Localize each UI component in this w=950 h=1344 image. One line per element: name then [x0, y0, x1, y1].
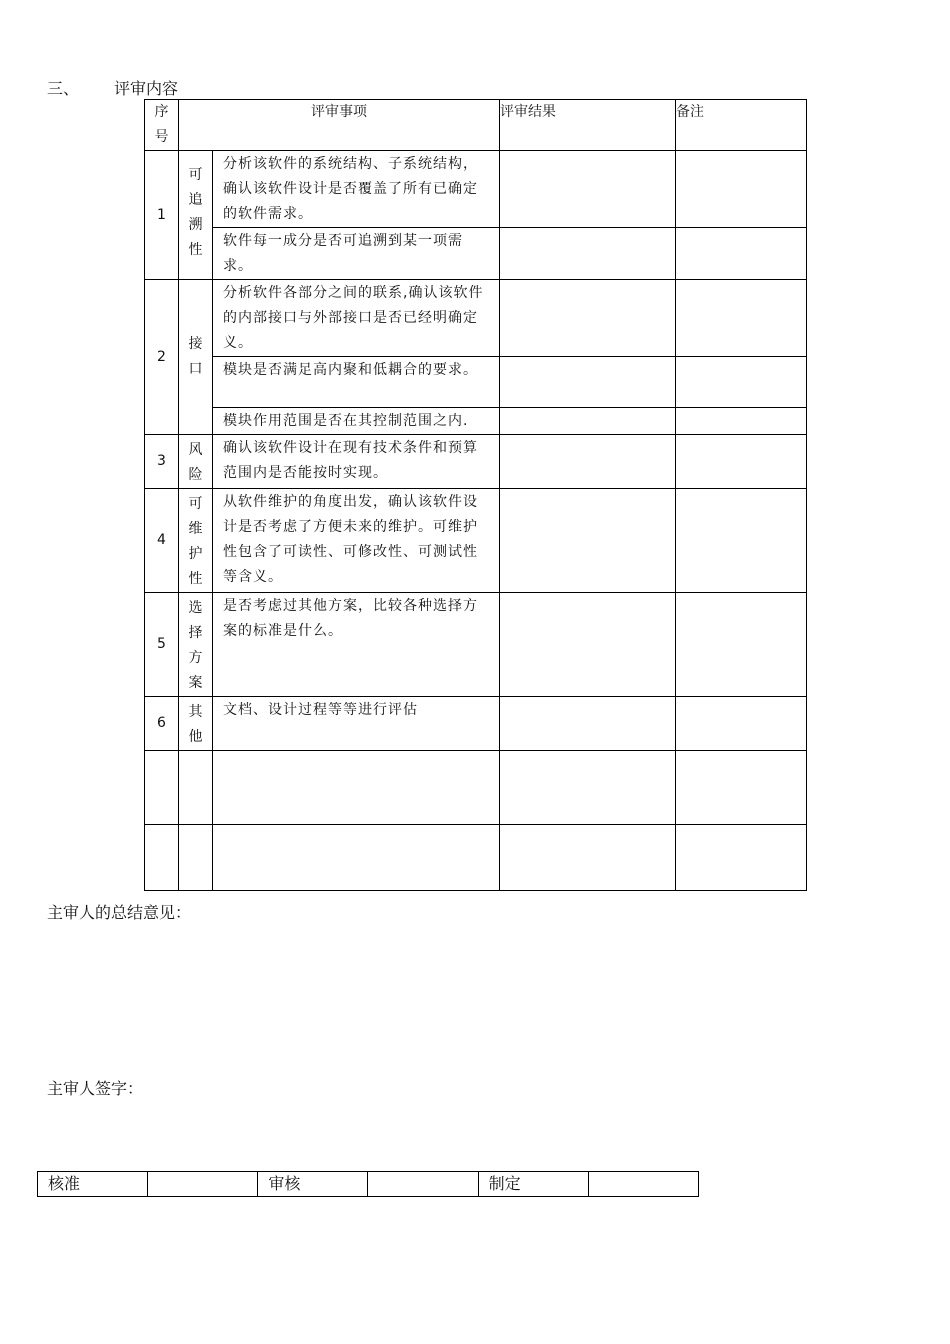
note-cell[interactable]: [676, 228, 807, 280]
table-row: [145, 435, 807, 489]
row-category: 选择方案: [179, 593, 213, 697]
empty-cell[interactable]: [213, 751, 500, 825]
row-seq: 4: [145, 489, 179, 593]
approve-label: 核准: [38, 1172, 148, 1197]
empty-cell[interactable]: [500, 751, 676, 825]
row-category: 可追溯性: [179, 151, 213, 280]
row-detail: 文档、设计过程等等进行评估: [213, 697, 500, 751]
table-row: [145, 408, 807, 435]
empty-cell[interactable]: [179, 751, 213, 825]
review-table: [144, 99, 807, 891]
row-seq: 3: [145, 435, 179, 489]
approve-field[interactable]: [148, 1172, 258, 1197]
row-category: 风险: [179, 435, 213, 489]
table-header-row: [145, 100, 807, 151]
result-cell[interactable]: [500, 228, 676, 280]
section-title: 评审内容: [114, 79, 179, 98]
approval-table: [37, 1171, 699, 1197]
header-seq: 序号: [145, 100, 179, 151]
header-item: 评审事项: [179, 100, 500, 151]
prepare-label: 制定: [478, 1172, 588, 1197]
result-cell[interactable]: [500, 280, 676, 357]
result-cell[interactable]: [500, 435, 676, 489]
row-detail: 软件每一成分是否可追溯到某一项需求。: [213, 228, 500, 280]
audit-label: 审核: [258, 1172, 368, 1197]
row-detail: 是否考虑过其他方案，比较各种选择方案的标准是什么。: [213, 593, 500, 697]
result-cell[interactable]: [500, 489, 676, 593]
result-cell[interactable]: [500, 697, 676, 751]
empty-cell[interactable]: [145, 825, 179, 891]
note-cell[interactable]: [676, 489, 807, 593]
section-number: 三、: [47, 79, 80, 98]
row-detail: 模块是否满足高内聚和低耦合的要求。: [213, 357, 500, 408]
row-category: 接口: [179, 280, 213, 435]
note-cell[interactable]: [676, 280, 807, 357]
result-cell[interactable]: [500, 357, 676, 408]
row-seq: 5: [145, 593, 179, 697]
empty-cell[interactable]: [676, 825, 807, 891]
table-row: [145, 489, 807, 593]
empty-cell[interactable]: [500, 825, 676, 891]
row-detail: 分析该软件的系统结构、子系统结构，确认该软件设计是否覆盖了所有已确定的软件需求。: [213, 151, 500, 228]
row-seq: 2: [145, 280, 179, 435]
audit-field[interactable]: [368, 1172, 478, 1197]
note-cell[interactable]: [676, 435, 807, 489]
empty-cell[interactable]: [676, 751, 807, 825]
table-row: [145, 228, 807, 280]
table-row: [145, 357, 807, 408]
result-cell[interactable]: [500, 408, 676, 435]
note-cell[interactable]: [676, 593, 807, 697]
signature-label: 主审人签字：: [47, 1079, 144, 1098]
approval-row: [38, 1172, 699, 1197]
table-row: [145, 697, 807, 751]
empty-row: [145, 825, 807, 891]
note-cell[interactable]: [676, 357, 807, 408]
header-result: 评审结果: [500, 100, 676, 151]
note-cell[interactable]: [676, 151, 807, 228]
table-row: [145, 280, 807, 357]
row-category: 可维护性: [179, 489, 213, 593]
table-row: [145, 593, 807, 697]
row-detail: 确认该软件设计在现有技术条件和预算范围内是否能按时实现。: [213, 435, 500, 489]
row-seq: 1: [145, 151, 179, 280]
table-row: [145, 151, 807, 228]
row-seq: 6: [145, 697, 179, 751]
result-cell[interactable]: [500, 593, 676, 697]
row-detail: 从软件维护的角度出发，确认该软件设计是否考虑了方便未来的维护。可维护性包含了可读性、可修改性、可测试性等含义。: [213, 489, 500, 593]
empty-cell[interactable]: [179, 825, 213, 891]
result-cell[interactable]: [500, 151, 676, 228]
note-cell[interactable]: [676, 408, 807, 435]
empty-cell[interactable]: [145, 751, 179, 825]
row-detail: 模块作用范围是否在其控制范围之内.: [213, 408, 500, 435]
prepare-field[interactable]: [588, 1172, 698, 1197]
row-category: 其他: [179, 697, 213, 751]
row-detail: 分析软件各部分之间的联系,确认该软件的内部接口与外部接口是否已经明确定义。: [213, 280, 500, 357]
empty-row: [145, 751, 807, 825]
summary-label: 主审人的总结意见：: [47, 903, 192, 922]
header-note: 备注: [676, 100, 807, 151]
note-cell[interactable]: [676, 697, 807, 751]
section-heading: [47, 76, 178, 99]
empty-cell[interactable]: [213, 825, 500, 891]
